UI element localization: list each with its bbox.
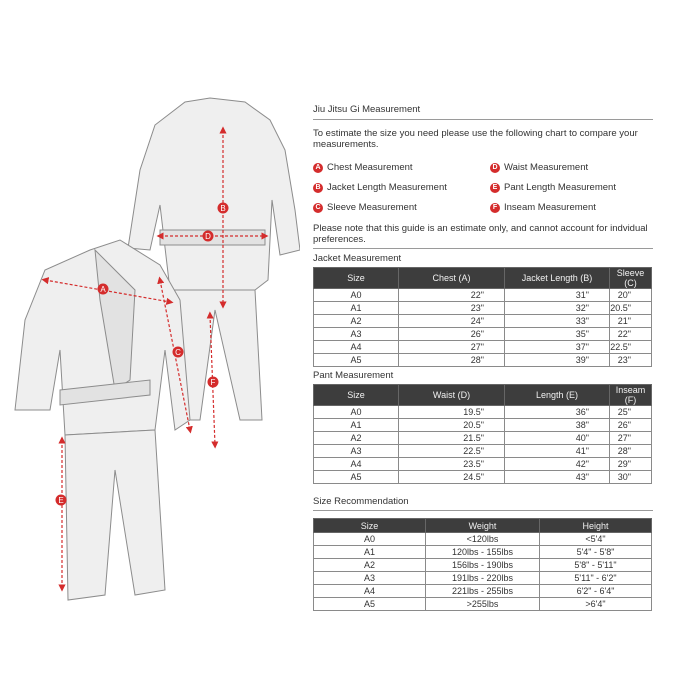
table-cell: A2: [314, 559, 426, 572]
legend-item-e: [490, 182, 650, 193]
table-cell: A0: [314, 533, 426, 546]
table-cell: 23": [610, 354, 652, 367]
table-row: [314, 598, 652, 611]
col-inseam: Inseam (F): [610, 385, 652, 406]
table-row: [314, 419, 652, 432]
measurement-panel: [313, 104, 653, 611]
col-height: Height: [540, 519, 652, 533]
table-cell: 41": [505, 445, 610, 458]
table-cell: 24": [399, 315, 505, 328]
table-row: [314, 328, 652, 341]
table-cell: A4: [314, 341, 399, 354]
table-cell: A5: [314, 471, 399, 484]
table-cell: 40": [505, 432, 610, 445]
recommendation-divider: [313, 510, 653, 511]
gi-illustration: [0, 90, 300, 610]
badge-f: [208, 377, 219, 388]
table-cell: 120lbs - 155lbs: [426, 546, 540, 559]
table-cell: A2: [314, 315, 399, 328]
table-cell: 191lbs - 220lbs: [426, 572, 540, 585]
table-cell: 32": [505, 302, 610, 315]
badge-b: [218, 203, 229, 214]
table-cell: 20.5": [610, 302, 652, 315]
legend-label: Inseam Measurement: [504, 202, 596, 213]
table-cell: 23.5": [399, 458, 505, 471]
table-cell: 5'8" - 5'11": [540, 559, 652, 572]
legend-item-b: [313, 182, 490, 193]
table-cell: 28": [610, 445, 652, 458]
table-cell: A2: [314, 432, 399, 445]
legend-label: Jacket Length Measurement: [327, 182, 447, 193]
col-sleeve: Sleeve (C): [610, 268, 652, 289]
table-cell: 20": [610, 289, 652, 302]
table-cell: 20.5": [399, 419, 505, 432]
table-cell: 24.5": [399, 471, 505, 484]
table-header-row: [314, 268, 652, 289]
table-cell: 28": [399, 354, 505, 367]
table-cell: 33": [505, 315, 610, 328]
legend-label: Sleeve Measurement: [327, 202, 417, 213]
note-divider: [313, 248, 653, 249]
table-cell: 5'11" - 6'2": [540, 572, 652, 585]
table-cell: 22.5": [610, 341, 652, 354]
col-waist: Waist (D): [399, 385, 505, 406]
table-cell: 37": [505, 341, 610, 354]
col-size: Size: [314, 519, 426, 533]
intro-text: To estimate the size you need please use the following chart to compare your measurements.: [313, 128, 638, 150]
table-cell: 42": [505, 458, 610, 471]
badge-icon: E: [490, 183, 500, 193]
table-row: [314, 302, 652, 315]
col-weight: Weight: [426, 519, 540, 533]
table-row: [314, 406, 652, 419]
table-cell: 21": [610, 315, 652, 328]
table-cell: 6'2" - 6'4": [540, 585, 652, 598]
note-text: Please note that this guide is an estimate only, and cannot account for indvidual preferences.: [313, 223, 648, 245]
col-size: Size: [314, 268, 399, 289]
recommendation-table: [313, 518, 652, 611]
badge-c-label: C: [175, 348, 181, 357]
badge-a: [98, 284, 109, 295]
table-row: [314, 289, 652, 302]
table-cell: A1: [314, 419, 399, 432]
table-cell: 19.5": [399, 406, 505, 419]
table-cell: A0: [314, 289, 399, 302]
table-header-row: [314, 519, 652, 533]
table-cell: A3: [314, 572, 426, 585]
legend-label: Pant Length Measurement: [504, 182, 616, 193]
col-jacket-length: Jacket Length (B): [505, 268, 610, 289]
table-cell: 38": [505, 419, 610, 432]
legend-label: Chest Measurement: [327, 162, 413, 173]
page-title: Jiu Jitsu Gi Measurement: [313, 104, 421, 115]
table-cell: 29": [610, 458, 652, 471]
badge-icon: F: [490, 203, 500, 213]
table-row: [314, 341, 652, 354]
table-cell: A4: [314, 585, 426, 598]
table-cell: A1: [314, 546, 426, 559]
table-row: [314, 585, 652, 598]
badge-e: [56, 495, 67, 506]
legend-item-c: [313, 202, 490, 213]
table-row: [314, 432, 652, 445]
badge-d-label: D: [205, 232, 211, 241]
table-cell: 23": [399, 302, 505, 315]
table-cell: 22": [399, 289, 505, 302]
table-cell: A5: [314, 598, 426, 611]
table-cell: A3: [314, 445, 399, 458]
table-cell: 221lbs - 255lbs: [426, 585, 540, 598]
table-cell: >255lbs: [426, 598, 540, 611]
table-cell: 30": [610, 471, 652, 484]
legend: [313, 162, 653, 213]
table-row: [314, 572, 652, 585]
table-row: [314, 354, 652, 367]
legend-item-d: [490, 162, 650, 173]
table-cell: 35": [505, 328, 610, 341]
table-cell: 27": [399, 341, 505, 354]
table-cell: A4: [314, 458, 399, 471]
jacket-title: Jacket Measurement: [313, 253, 402, 264]
table-row: [314, 458, 652, 471]
table-row: [314, 533, 652, 546]
table-row: [314, 559, 652, 572]
badge-c: [173, 347, 184, 358]
table-cell: <120lbs: [426, 533, 540, 546]
badge-icon: A: [313, 163, 323, 173]
table-cell: 27": [610, 432, 652, 445]
table-header-row: [314, 385, 652, 406]
table-cell: A1: [314, 302, 399, 315]
col-chest: Chest (A): [399, 268, 505, 289]
legend-item-f: [490, 202, 650, 213]
table-cell: 25": [610, 406, 652, 419]
table-cell: A5: [314, 354, 399, 367]
table-row: [314, 471, 652, 484]
table-cell: A3: [314, 328, 399, 341]
col-size: Size: [314, 385, 399, 406]
jacket-table: [313, 267, 652, 367]
pant-table: [313, 384, 652, 484]
table-cell: 43": [505, 471, 610, 484]
badge-a-label: A: [100, 285, 106, 294]
table-cell: 22.5": [399, 445, 505, 458]
table-row: [314, 445, 652, 458]
table-cell: <5'4": [540, 533, 652, 546]
table-cell: A0: [314, 406, 399, 419]
pant-title: Pant Measurement: [313, 370, 394, 381]
table-cell: 26": [610, 419, 652, 432]
badge-icon: C: [313, 203, 323, 213]
table-cell: 39": [505, 354, 610, 367]
recommendation-title: Size Recommendation: [313, 496, 409, 507]
table-cell: 21.5": [399, 432, 505, 445]
table-cell: 36": [505, 406, 610, 419]
legend-item-a: [313, 162, 490, 173]
badge-b-label: B: [220, 204, 226, 213]
table-cell: 156lbs - 190lbs: [426, 559, 540, 572]
table-cell: 22": [610, 328, 652, 341]
badge-icon: B: [313, 183, 323, 193]
title-divider: [313, 119, 653, 120]
table-cell: 5'4" - 5'8": [540, 546, 652, 559]
col-length: Length (E): [505, 385, 610, 406]
badge-d: [203, 231, 214, 242]
badge-icon: D: [490, 163, 500, 173]
table-cell: 26": [399, 328, 505, 341]
legend-label: Waist Measurement: [504, 162, 589, 173]
table-row: [314, 315, 652, 328]
badge-f-label: F: [210, 378, 216, 387]
badge-e-label: E: [58, 496, 64, 505]
table-cell: >6'4": [540, 598, 652, 611]
table-cell: 31": [505, 289, 610, 302]
table-row: [314, 546, 652, 559]
